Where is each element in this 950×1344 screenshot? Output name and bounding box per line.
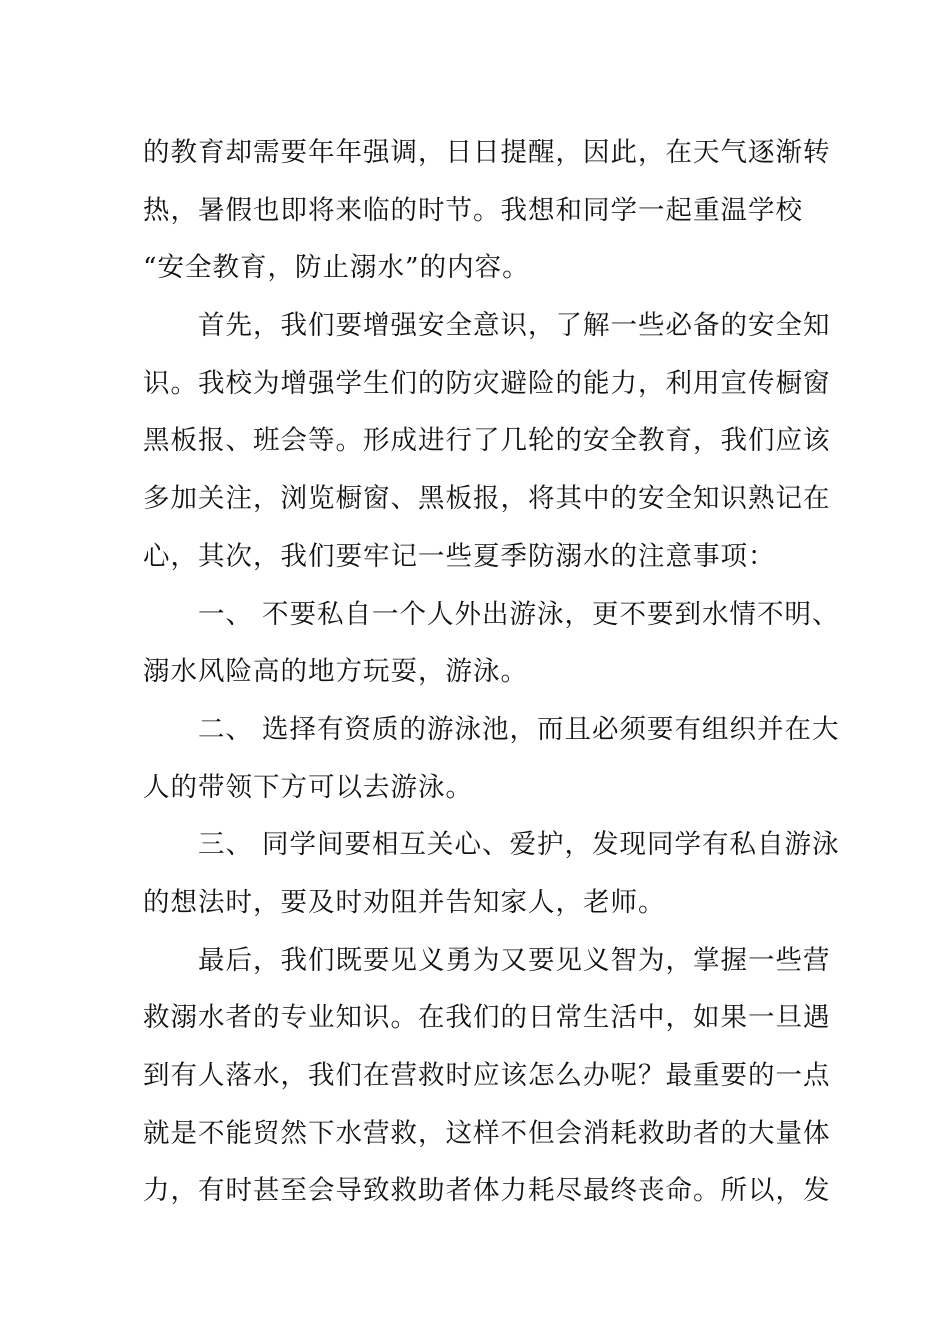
text-line: 最后，我们既要见义勇为又要见义智为，掌握一些营 <box>198 944 831 976</box>
list-item-first-line <box>143 586 840 644</box>
text-line: 力，有时甚至会导致救助者体力耗尽最终丧命。所以，发 <box>143 1175 831 1207</box>
list-item-2 <box>143 701 840 816</box>
text-line: “安全教育，防止溺水”的内容。 <box>143 252 530 284</box>
list-marker: 二、 <box>198 713 253 745</box>
list-marker: 一、 <box>198 598 253 630</box>
list-item-first-line <box>143 816 840 874</box>
text-line: 多加关注，浏览橱窗、黑板报，将其中的安全知识熟记在 <box>143 483 831 515</box>
paragraph-safety-awareness <box>143 297 831 585</box>
text-line: 的想法时，要及时劝阻并告知家人，老师。 <box>143 886 666 918</box>
text-line: 的教育却需要年年强调，日日提醒，因此，在天气逐渐转 <box>143 137 831 168</box>
text-line: 救溺水者的专业知识。在我们的日常生活中，如果一旦遇 <box>143 1002 831 1034</box>
text-line: 首先，我们要增强安全意识，了解一些必备的安全知 <box>198 310 831 342</box>
list-item-text: 选择有资质的游泳池，而且必须要有组织并在大 <box>262 713 840 745</box>
list-item-3 <box>143 816 840 931</box>
text-line: 热，暑假也即将来临的时节。我想和同学一起重温学校 <box>143 194 803 226</box>
paragraph-intro <box>143 124 831 297</box>
list-marker: 三、 <box>198 829 253 861</box>
text-line: 就是不能贸然下水营救，这样不但会消耗救助者的大量体 <box>143 1117 831 1149</box>
text-line: 黑板报、班会等。形成进行了几轮的安全教育，我们应该 <box>143 425 831 457</box>
text-line: 识。我校为增强学生们的防灾避险的能力，利用宣传橱窗 <box>143 367 831 399</box>
body-text <box>143 124 840 1220</box>
list-item-1 <box>143 586 840 701</box>
text-line: 人的带领下方可以去游泳。 <box>143 771 473 803</box>
list-item-text: 同学间要相互关心、爱护，发现同学有私自游泳 <box>262 829 840 861</box>
text-line: 心，其次，我们要牢记一些夏季防溺水的注意事项： <box>143 540 776 572</box>
text-line: 溺水风险高的地方玩耍，游泳。 <box>143 656 528 688</box>
list-item-text: 不要私自一个人外出游泳，更不要到水情不明、 <box>262 598 840 630</box>
text-line: 到有人落水，我们在营救时应该怎么办呢？最重要的一点 <box>143 1060 831 1091</box>
list-item-first-line <box>143 701 840 759</box>
paragraph-rescue-knowledge <box>143 932 831 1220</box>
